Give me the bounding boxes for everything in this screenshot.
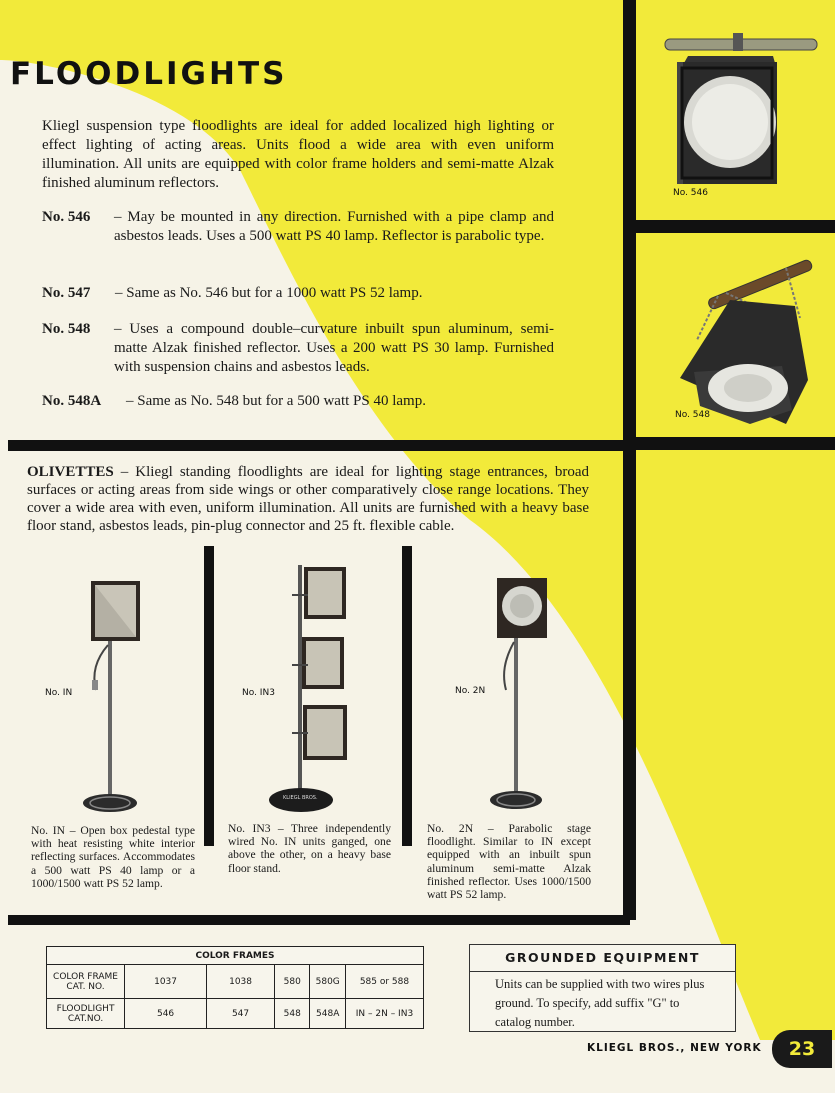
photo-label-IN3: No. IN3 <box>242 688 275 698</box>
floodlight-546-image <box>665 33 817 184</box>
floodlight-cell: 548 <box>275 999 310 1029</box>
item-546-label: No. 546 <box>42 209 91 225</box>
item-548-text: – Uses a compound double–curvature inbuilt spun aluminum, semi-matte Alzak finished reflector. Uses a 200 watt PS 30 lamp. Furnished with suspension chains and asbestos leads. <box>114 321 554 375</box>
color-frame-cell: 580G <box>310 965 345 999</box>
intro-paragraph: Kliegl suspension type floodlights are ideal for added localized high lighting or effect lighting of acting areas. Units flood a wide area with even uniform illumination. All units are equipped with color frame holders and semi-matte Alzak finished aluminum reflectors. <box>42 118 554 191</box>
photo-label-548: No. 548 <box>675 410 710 420</box>
olivettes-text: – Kliegl standing floodlights are ideal for lighting stage entrances, broad surfaces or acting areas from side wings or other comparatively close range locations. They cover a wide area with even, uniform illumination. All units are furnished with a heavy base floor stand, asbestos leads, pin-plug connector and 25 ft. flexible cable. <box>27 464 589 534</box>
color-frame-row-label: COLOR FRAME CAT. NO. <box>47 965 125 999</box>
olivettes-paragraph <box>27 463 589 535</box>
item-548a <box>42 392 554 412</box>
item-547 <box>42 284 554 304</box>
olivette-IN-image <box>83 581 140 812</box>
floodlight-cell: IN – 2N – IN3 <box>345 999 423 1029</box>
color-frames-header: COLOR FRAMES <box>47 947 424 965</box>
item-548 <box>42 320 554 380</box>
caption-2N: No. 2N – Parabolic stage floodlight. Similar to IN except equipped with an inbuilt spun aluminum semi-matte Alzak finished reflector. Uses 1000/1500 watt PS 52 lamp. <box>427 822 591 902</box>
item-548a-label: No. 548A <box>42 393 102 409</box>
item-546-text: – May be mounted in any direction. Furnished with a pipe clamp and asbestos leads. Uses a 500 watt PS 40 lamp. Reflector is parabolic type. <box>114 209 554 244</box>
item-547-label: No. 547 <box>42 285 91 301</box>
caption-IN: No. IN – Open box pedestal type with heat resisting white interior reflecting surfaces. Accommodates a 500 watt PS 40 lamp or a 1000/1500 watt PS 52 lamp. <box>31 824 195 890</box>
caption-IN3: No. IN3 – Three independently wired No. IN units ganged, one above the other, on a heavy base floor stand. <box>228 822 391 875</box>
color-frames-table <box>46 946 424 1029</box>
olivette-IN3-image <box>269 565 347 812</box>
page-title: FLOODLIGHTS <box>10 56 288 92</box>
color-frame-cell: 580 <box>275 965 310 999</box>
color-frame-cell: 1037 <box>125 965 207 999</box>
stand-base-text: KLIEGL BROS. <box>283 795 318 801</box>
photo-label-546: No. 546 <box>673 188 708 198</box>
olivette-2N-image <box>490 578 547 809</box>
photo-label-IN: No. IN <box>45 688 73 698</box>
photo-label-2N: No. 2N <box>455 686 486 696</box>
grounded-equipment-text: Units can be supplied with two wires plus ground. To specify, add suffix "G" to catalog number. <box>495 977 705 1029</box>
footer-publisher: KLIEGL BROS., NEW YORK <box>587 1042 762 1054</box>
item-548a-text: – Same as No. 548 but for a 500 watt PS 40 lamp. <box>126 393 426 409</box>
item-546 <box>42 208 554 268</box>
item-547-text: – Same as No. 546 but for a 1000 watt PS 52 lamp. <box>115 285 423 301</box>
floodlight-548-image <box>680 259 813 424</box>
item-548-label: No. 548 <box>42 321 91 337</box>
floodlight-cell: 548A <box>310 999 345 1029</box>
grounded-equipment-box <box>469 944 736 1032</box>
color-frame-cell: 585 or 588 <box>345 965 423 999</box>
floodlight-cell: 546 <box>125 999 207 1029</box>
grounded-equipment-title: GROUNDED EQUIPMENT <box>470 945 735 972</box>
page-number: 23 <box>772 1030 832 1068</box>
floodlight-cell: 547 <box>207 999 275 1029</box>
olivettes-lead: OLIVETTES <box>27 464 114 480</box>
color-frame-cell: 1038 <box>207 965 275 999</box>
floodlight-row-label: FLOODLIGHT CAT.NO. <box>47 999 125 1029</box>
